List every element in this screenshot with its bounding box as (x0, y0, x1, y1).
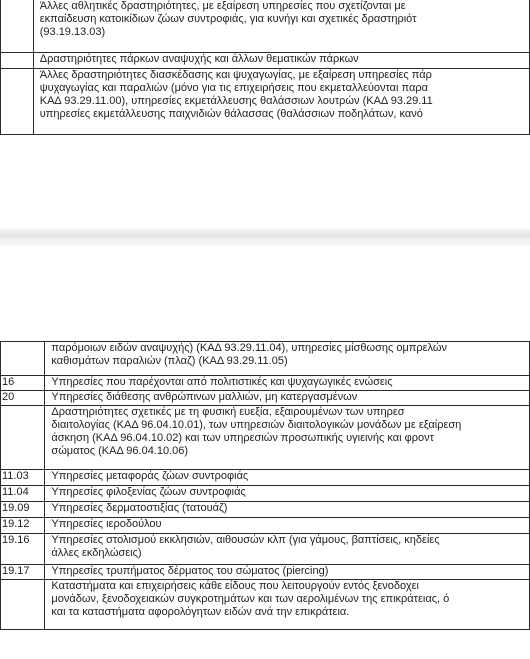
description-line: ψυχαγωγίας και παραλιών (μόνο για τις επιχειρήσεις που εκμεταλλεύονται παρα (39, 82, 428, 94)
activities-table-top (0, 0, 530, 135)
description-line: Υπηρεσίες ιεροδούλου (51, 518, 162, 530)
description-cell (45, 502, 530, 518)
code-cell (1, 406, 45, 470)
description-line: και τα καταστήματα αφορολόγητων ειδών ανά την επικράτεια. (51, 606, 350, 618)
code-cell: 16 (1, 376, 45, 391)
description-line: καθισμάτων παραλιών (πλαζ) (ΚΑΔ 93.29.11.05) (51, 355, 288, 367)
table-row (1, 470, 530, 486)
table-row (1, 0, 530, 53)
code-cell (1, 0, 34, 53)
document-page-bottom (0, 246, 530, 659)
table-row (1, 486, 530, 502)
table-row (1, 53, 530, 69)
description-line: άλλες εκδηλώσεις) (51, 547, 142, 559)
code-cell (1, 580, 45, 630)
code-cell: 19.16 (1, 534, 45, 565)
activities-table-bottom (0, 341, 530, 630)
description-line: Δραστηριότητες πάρκων αναψυχής και άλλων θεματικών πάρκων (39, 53, 359, 65)
table-row (1, 565, 530, 580)
code-cell: 20 (1, 391, 45, 406)
description-line: παρόμοιων ειδών αναψυχής) (ΚΑΔ 93.29.11.04), υπηρεσίες μίσθωσης ομπρελών (51, 342, 447, 354)
description-line: Υπηρεσίες δερματοστιξίας (τατουάζ) (51, 502, 228, 514)
description-line: Άλλες αθλητικές δραστηριότητες, με εξαίρεση υπηρεσίες που σχετίζονται με (39, 0, 406, 12)
description-cell (33, 0, 529, 53)
description-cell (33, 69, 529, 135)
description-line: εκπαίδευση κατοικίδιων ζώων συντροφιάς, για κυνήγι και σχετικές δραστηριότ (39, 13, 417, 25)
table-row (1, 406, 530, 470)
code-cell: 19.17 (1, 565, 45, 580)
code-cell (1, 342, 45, 376)
code-cell: 11.03 (1, 470, 45, 486)
description-cell (45, 342, 530, 376)
description-line: Άλλες δραστηριότητες διασκέδασης και ψυχαγωγίας, με εξαίρεση υπηρεσίες πάρ (39, 69, 432, 81)
description-line: σώματος (ΚΑΔ 96.04.10.06) (51, 445, 189, 457)
description-line: ΚΑΔ 93.29.11.00), υπηρεσίες εκμετάλλευσης θαλάσσιων λουτρών (ΚΑΔ 93.29.11 (39, 95, 433, 107)
description-line: διαιτολογίας (ΚΑΔ 96.04.10.01), των υπηρεσιών διαιτολογικών μονάδων με εξαίρεση (51, 419, 462, 431)
description-line: Καταστήματα και επιχειρήσεις κάθε είδους που λειτουργούν εντός ξενοδοχει (51, 580, 419, 592)
table-row (1, 342, 530, 376)
code-cell (1, 53, 34, 69)
description-line: Υπηρεσίες μεταφοράς ζώων συντροφιάς (51, 470, 249, 482)
description-line: μονάδων, ξενοδοχειακών συγκροτημάτων και των αερολιμένων της επικράτειας, ό (51, 593, 450, 605)
document-page-top (0, 0, 530, 228)
code-cell: 19.12 (1, 518, 45, 534)
description-line: άσκηση (ΚΑΔ 96.04.10.02) και των υπηρεσιών προσωπικής υγιεινής και φροντ (51, 432, 434, 444)
table-row (1, 502, 530, 518)
description-cell (33, 53, 529, 69)
description-cell (45, 376, 530, 391)
page-break-gap (0, 228, 530, 246)
description-cell (45, 518, 530, 534)
description-cell (45, 470, 530, 486)
description-line: Υπηρεσίες τρυπήματος δέρματος του σώματος (piercing) (51, 565, 329, 577)
description-line: υπηρεσίες εκμετάλλευσης παιχνιδιών θάλασσας (θαλάσσιων ποδηλάτων, κανό (39, 108, 423, 120)
table-row (1, 69, 530, 135)
description-cell (45, 391, 530, 406)
description-line: Υπηρεσίες διάθεσης ανθρώπινων μαλλιών, μη κατεργασμένων (51, 391, 358, 403)
code-cell: 11.04 (1, 486, 45, 502)
description-line: Υπηρεσίες στολισμού εκκλησιών, αιθουσών κλπ (για γάμους, βαπτίσεις, κηδείες (51, 534, 440, 546)
description-cell (45, 534, 530, 565)
description-cell (45, 406, 530, 470)
description-cell (45, 580, 530, 630)
table-row (1, 534, 530, 565)
description-cell (45, 486, 530, 502)
table-row (1, 391, 530, 406)
description-cell (45, 565, 530, 580)
description-line: Δραστηριότητες σχετικές με τη φυσική ευεξία, εξαιρουμένων των υπηρεσ (51, 406, 405, 418)
description-line: Υπηρεσίες που παρέχονται από πολιτιστικές και ψυχαγωγικές ενώσεις (51, 376, 393, 388)
description-line: (93.19.13.03) (39, 26, 106, 38)
code-cell (1, 69, 34, 135)
code-cell: 19.09 (1, 502, 45, 518)
table-row (1, 580, 530, 630)
description-line: Υπηρεσίες φιλοξενίας ζώων συντροφιάς (51, 486, 246, 498)
table-row (1, 376, 530, 391)
table-row (1, 518, 530, 534)
